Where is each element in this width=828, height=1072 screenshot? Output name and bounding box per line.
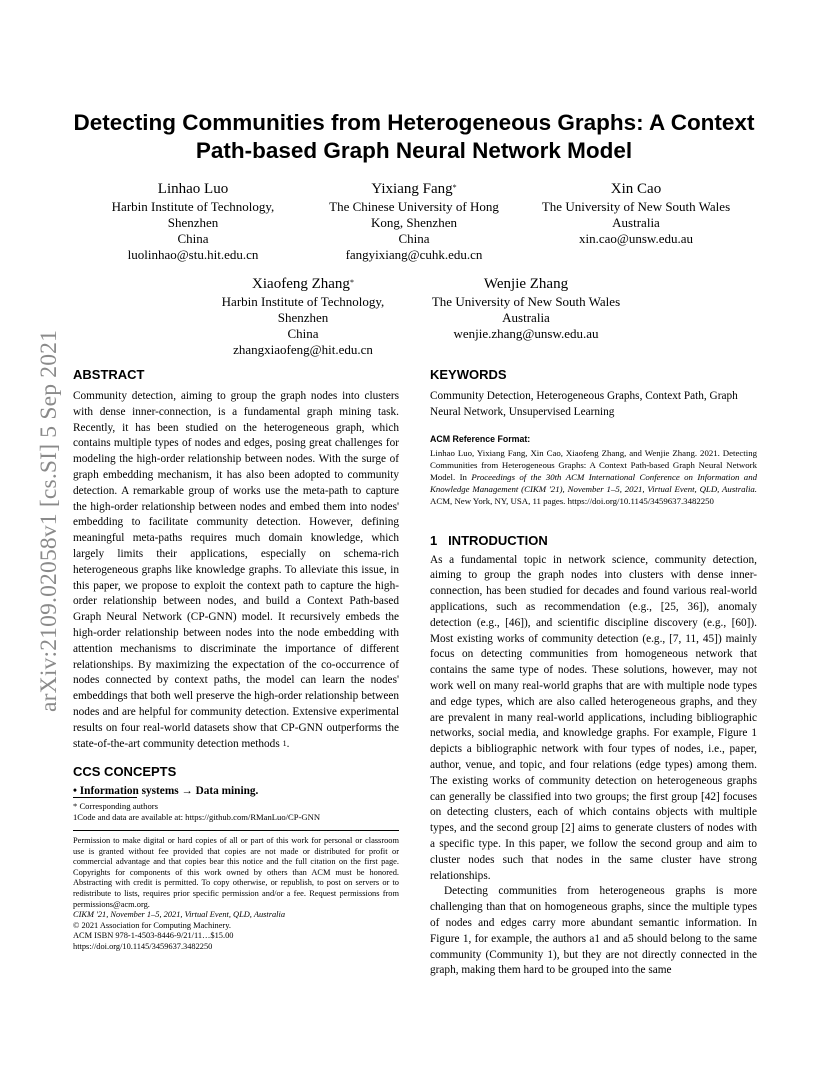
acm-reference-text: Linhao Luo, Yixiang Fang, Xin Cao, Xiaofeng Zhang, and Wenjie Zhang. 2021. Detecting Communities from Heterogeneous Graphs: A Context Path-based Graph Neural Network Model. In Proceedings of the 30th ACM International Conference on Information and Knowledge Management (CIKM '21), November 1–5, 2021, Virtual Event, QLD, Australia. ACM, New York, NY, USA, 11 pages. https://doi.org/10.1145/3459637.3482250	[430, 447, 758, 507]
author-block	[198, 275, 408, 358]
author-affiliation: The University of New South Wales	[431, 294, 621, 309]
author-affiliation: Shenzhen	[277, 310, 329, 325]
ccs-concepts: • Information systems → Data mining.	[73, 785, 259, 798]
author-affiliation: China	[287, 326, 319, 341]
author-affiliation: Shenzhen	[167, 215, 219, 230]
author-affiliation: Australia	[502, 310, 550, 325]
footnote: * Corresponding authors	[73, 801, 158, 811]
keywords-text: Community Detection, Heterogeneous Graphs, Context Path, Graph Neural Network, Unsupervised Learning	[430, 390, 738, 418]
footnotes	[73, 801, 399, 823]
author-email: xin.cao@unsw.edu.au	[578, 231, 694, 246]
conference-line: CIKM '21, November 1–5, 2021, Virtual Event, QLD, Australia	[73, 910, 286, 920]
author-name: Yixiang Fang*	[371, 181, 457, 197]
author-affiliation: Harbin Institute of Technology,	[111, 199, 275, 214]
keywords-heading: KEYWORDS	[430, 367, 507, 382]
author-email: zhangxiaofeng@hit.edu.cn	[233, 342, 373, 357]
doi-line: https://doi.org/10.1145/3459637.3482250	[73, 941, 213, 951]
isbn-line: ACM ISBN 978-1-4503-8446-9/21/11…$15.00	[73, 931, 234, 941]
paper-title: Detecting Communities from Heterogeneous Graphs: A Context Path-based Graph Neural Network Model	[73, 110, 755, 163]
author-block	[88, 180, 298, 263]
intro-paragraph: As a fundamental topic in network science, community detection, aiming to group the graph nodes into clusters with dense inner-connection, has been studied for decades and found various real-world applications, such as recommendation (e.g., [25, 36]), anomaly detection (e.g., [46]), and scientific discipline discovery (e.g., [60]). Most existing works of community detection (e.g., [7, 11, 45]) mainly focus on detecting communities from homogeneous network that contains the same type of nodes. These solutions, however, may not work well on many real-world graphs that are with multiple node types and edge types, which are also called heterogeneous graphs, and they are prevalent in many real-world applications, including bibliographic networks, social media, and knowledge graphs. For example, Figure 1 depicts a bibliographic network with four types of nodes, i.e., paper, author, venue, and topic, and four relations (edge types) among them. The existing works of community detection on heterogeneous graphs can generally be classified into two groups; the first group [42] focuses on detecting clusters, each of which contains objects with multiple types, and the second group [2] aims to generate clusters of nodes with a specific type. In this paper, we follow the second group and aim to cluster nodes such that nodes in the same cluster have strong relationships.	[430, 553, 757, 882]
author-affiliation: China	[398, 231, 430, 246]
right-column	[430, 367, 757, 979]
author-name: Xiaofeng Zhang*	[252, 276, 354, 292]
author-affiliation: The Chinese University of Hong	[329, 199, 499, 214]
author-email: luolinhao@stu.hit.edu.cn	[127, 247, 259, 262]
author-email: wenjie.zhang@unsw.edu.au	[453, 326, 599, 341]
author-name: Wenjie Zhang	[483, 276, 569, 292]
author-affiliation: Harbin Institute of Technology,	[221, 294, 385, 309]
author-email: fangyixiang@cuhk.edu.cn	[345, 247, 483, 262]
ccs-heading: CCS CONCEPTS	[73, 764, 177, 780]
author-affiliation: Australia	[612, 215, 660, 230]
author-block	[308, 180, 520, 263]
footnote-rule	[73, 797, 137, 798]
intro-paragraph: Detecting communities from heterogeneous graphs is more challenging than that on homogeneous graphs, since the multiple types of nodes and edges carry more abundant semantic information. In Figure 1, for example, the authors a1 and a5 should belong to the same community (Community 1), but they are not directly connected in the graph, making them hard to be grouped into the same	[430, 885, 757, 977]
author-block	[420, 275, 632, 342]
arxiv-identifier: arXiv:2109.02058v1 [cs.SI] 5 Sep 2021	[36, 329, 62, 712]
author-block	[530, 180, 742, 247]
left-column	[73, 367, 399, 800]
permission-rule	[73, 830, 399, 831]
acm-reference-heading: ACM Reference Format:	[430, 433, 531, 444]
footnote: 1Code and data are available at: https://github.com/RManLuo/CP-GNN	[73, 812, 321, 823]
author-name: Xin Cao	[610, 181, 662, 197]
introduction-heading: 1 INTRODUCTION	[430, 532, 548, 548]
abstract-heading: ABSTRACT	[73, 367, 145, 382]
permission-notice: Permission to make digital or hard copies of all or part of this work for personal or classroom use is granted without fee provided that copies are not made or distributed for profit or commercial advantage and that copies bear this notice and the full citation on the first page. Copyrights for components of this work owned by others than ACM must be honored. Abstracting with credit is permitted. To copy otherwise, or republish, to post on servers or to redistribute to lists, requires prior specific permission and/or a fee. Request permissions from permissions@acm.org.	[73, 836, 399, 909]
author-name: Linhao Luo	[157, 181, 229, 197]
author-affiliation: The University of New South Wales	[541, 199, 731, 214]
author-affiliation: China	[177, 231, 209, 246]
abstract-text: Community detection, aiming to group the graph nodes into clusters with dense inner-connection, is a fundamental graph mining task. Recently, it has been studied on the heterogeneous graph, which contains multiple types of nodes and edges, posing great challenges for modeling the high-order relationship between nodes. With the surge of graph embedding mechanism, it has also been adopted to community detection. A remarkable group of works use the meta-path to capture the high-order relationship between nodes and embed them into nodes' embedding to facilitate community detection. However, defining meaningful meta-paths requires much domain knowledge, which largely limits their applications, especially on schema-rich heterogeneous graphs like knowledge graphs. To alleviate this issue, in this paper, we propose to exploit the context path to capture the high-order relationship between nodes, and build a Context Path-based Graph Neural Network (CP-GNN) model. It recursively embeds the high-order relationship between nodes into the node embedding with attention mechanisms to discriminate the importance of different relationships. By maximizing the expectation of the co-occurrence of nodes connected by context paths, the model can learn the nodes' embeddings that both well preserve the high-order relationship between nodes and are helpful for community detection. Extensive experimental results on four real-world datasets show that CP-GNN outperforms the state-of-the-art community detection methods $^1$.	[73, 390, 399, 750]
copyright-line: © 2021 Association for Computing Machinery.	[73, 920, 231, 930]
author-affiliation: Kong, Shenzhen	[371, 215, 457, 230]
permission-block	[73, 836, 399, 953]
